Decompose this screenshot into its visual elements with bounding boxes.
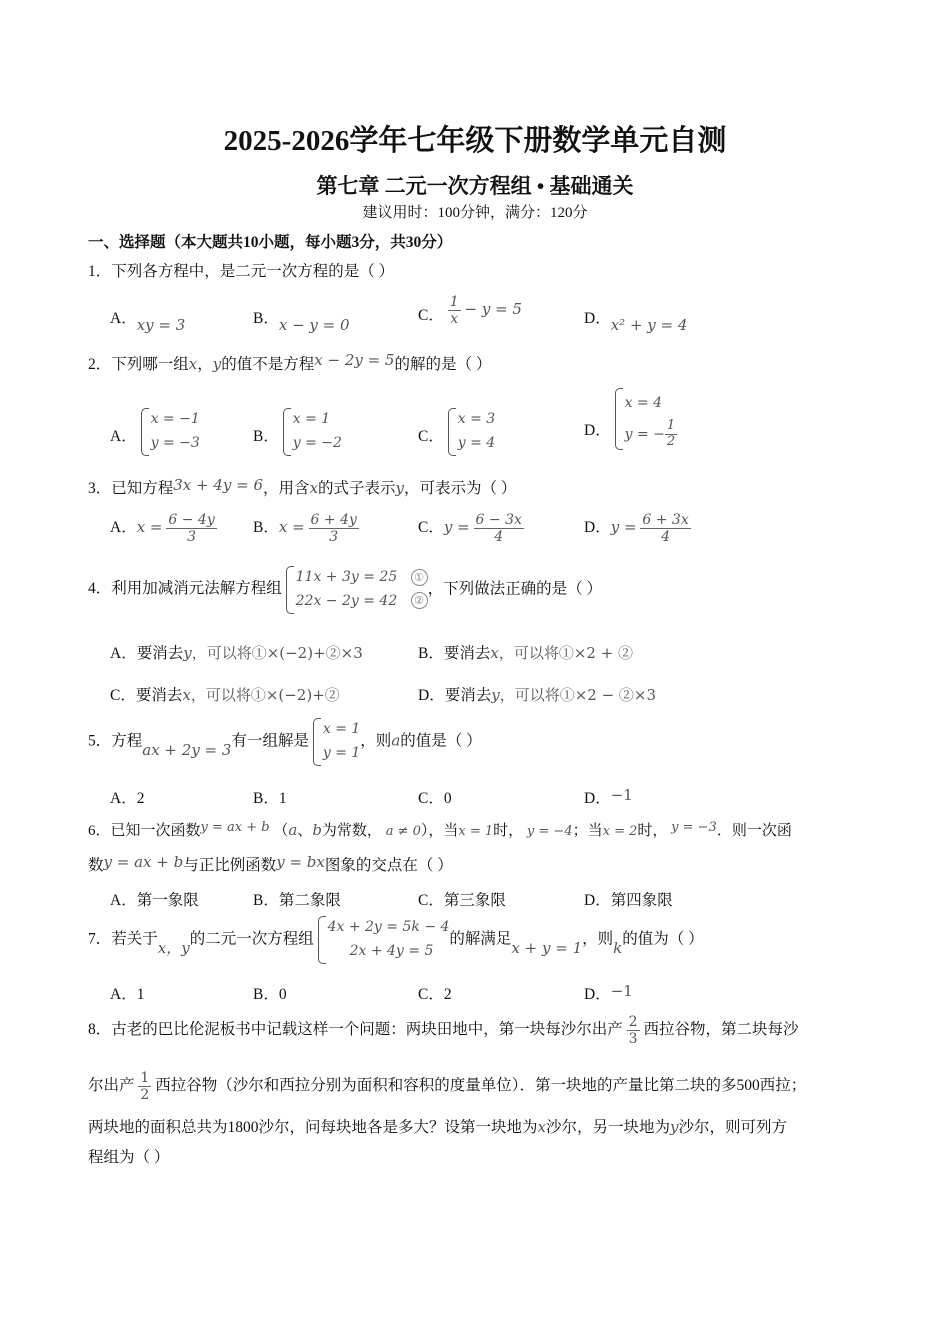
- q6-option-d: D．第四象限: [584, 892, 673, 909]
- time-and-score: 建议用时：100分钟，满分：120分: [362, 205, 588, 221]
- q4-option-c: C．要消去x，可以将①×(−2)+②: [110, 686, 340, 704]
- q3-option-d: D．y = $\frac{6 + 3x}{4}$: [584, 512, 689, 546]
- question-7-stem: 7．若关于x，y的二元一次方程组 4x + 2y = 5k − 4 2x + 4y = 5 的解满足x + y = 1，则k的值为（ ）: [88, 916, 704, 964]
- q2-c-system: x = 3 y = 4: [448, 408, 495, 456]
- q2-option-b: B． x = 1 y = −2: [253, 408, 342, 456]
- q7-option-c: C．2: [418, 986, 452, 1003]
- q2-option-a: A． x = −1 y = −3: [110, 408, 200, 456]
- q3-option-c: C．y = $\frac{6 - 3x}{4}$: [418, 512, 522, 546]
- question-8-line-1: 8．古老的巴比伦泥板书中记载这样一个问题：两块田地中，第一块每沙尔出产 $\frac{2}{3}$ 西拉谷物，第二块每沙: [88, 1014, 799, 1048]
- q1-option-b: B．x − y = 0: [253, 310, 350, 334]
- q4-option-a: A．要消去y，可以将①×(−2)+②×3: [110, 644, 363, 662]
- question-5-stem: 5．方程ax + 2y = 3有一组解是 x = 1 y = 1 ，则a的值是（ ）: [88, 718, 482, 766]
- q2-b-system: x = 1 y = −2: [283, 408, 342, 456]
- question-1-stem: 1．下列各方程中，是二元一次方程的是（ ）: [88, 263, 395, 280]
- q7-option-b: B．0: [253, 986, 287, 1003]
- q4-system: 11x + 3y = 25 ① 22x − 2y = 42 ②: [286, 566, 428, 614]
- q7-system: 4x + 2y = 5k − 4 2x + 4y = 5: [318, 916, 450, 964]
- question-3-stem: 3．已知方程3x + 4y = 6，用含x的式子表示y，可表示为（ ）: [88, 476, 517, 497]
- q5-option-d: D．−1: [584, 786, 633, 807]
- chapter-subtitle: 第七章 二元一次方程组 • 基础通关: [316, 174, 634, 198]
- q3-option-a: A．x = $\frac{6 - 4y}{3}$: [110, 512, 215, 546]
- question-8-line-2: 尔出产 $\frac{1}{2}$ 西拉谷物（沙尔和西拉分别为面积和容积的度量单位）．第一块地的产量比第二块的多500西拉；: [88, 1070, 807, 1104]
- q5-option-b: B．1: [253, 790, 287, 807]
- q2-option-d: D． x = 4 y = − $\frac{1}{2}$: [584, 388, 677, 450]
- q1-option-d: D．x² + y = 4: [584, 310, 688, 334]
- page-title: 2025-2026学年七年级下册数学单元自测: [223, 125, 727, 157]
- section-heading-choice: 一、选择题（本大题共10小题，每小题3分，共30分）: [88, 234, 453, 251]
- question-6-line-2: 数y = ax + b与正比例函数y = bx图象的交点在（ ）: [88, 853, 453, 874]
- question-4-stem: 4．利用加减消元法解方程组 11x + 3y = 25 ① 22x − 2y = 42 ② ，下列做法正确的是（ ）: [88, 566, 602, 614]
- q5-system: x = 1 y = 1: [313, 718, 360, 766]
- q1-option-c: C． $\frac{1}{x}$ − y = 5: [418, 294, 522, 328]
- q6-option-c: C．第三象限: [418, 892, 506, 909]
- q5-option-c: C．0: [418, 790, 452, 807]
- question-2-stem: 2．下列哪一组x，y的值不是方程x − 2y = 5的解的是（ ）: [88, 351, 492, 373]
- q7-option-a: A．1: [110, 986, 145, 1003]
- q5-option-a: A．2: [110, 790, 145, 807]
- q4-option-d: D．要消去y，可以将①×2 − ②×3: [418, 686, 657, 704]
- q3-option-b: B．x = $\frac{6 + 4y}{3}$: [253, 512, 357, 546]
- q4-option-b: B．要消去x，可以将①×2 + ②: [418, 644, 634, 662]
- q2-a-system: x = −1 y = −3: [141, 408, 200, 456]
- question-8-line-4: 程组为（ ）: [88, 1149, 170, 1166]
- q2-option-c: C． x = 3 y = 4: [418, 408, 495, 456]
- q6-option-b: B．第二象限: [253, 892, 341, 909]
- question-6-line-1: 6．已知一次函数y = ax + b （a、b为常数， a ≠ 0），当x = 1时， y = −4；当x = 2时， y = −3．则一次函: [88, 820, 792, 839]
- q1-c-fraction: $\frac{1}{x}$: [449, 294, 459, 328]
- q2-d-system: x = 4 y = − $\frac{1}{2}$: [615, 388, 678, 450]
- question-8-line-3: 两块地的面积总共为1800沙尔，问每块地各是多大？设第一块地为x沙尔，另一块地为y沙尔，则可列方: [88, 1118, 787, 1136]
- q1-option-a: A．xy = 3: [110, 310, 186, 334]
- q7-option-d: D．−1: [584, 982, 633, 1003]
- q6-option-a: A．第一象限: [110, 892, 199, 909]
